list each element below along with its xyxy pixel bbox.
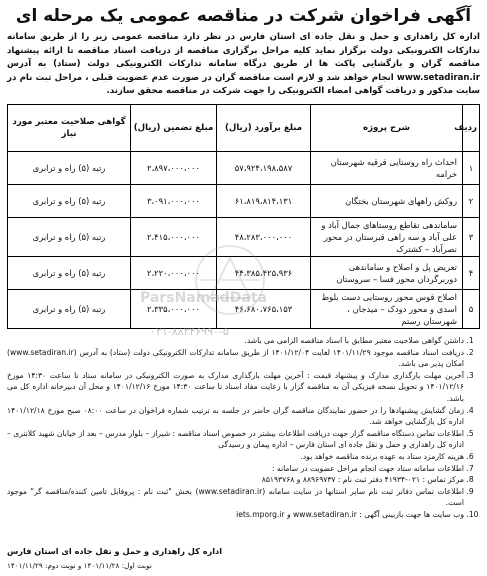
cell-row-number: ۵ (463, 289, 480, 328)
header-estimate: مبلغ برآورد (ریال) (217, 104, 311, 151)
cell-estimate: ۴۸،۲۸۳،۰۰۰،۰۰۰ (217, 217, 311, 256)
cell-row-number: ۳ (463, 217, 480, 256)
cell-row-number: ۲ (463, 184, 480, 217)
cell-project-desc: تعریض پل و اصلاح و ساماندهی دوربرگردان محور فسا – سروستان (311, 256, 463, 289)
cell-project-desc: ساماندهی تقاطع روستاهای جمال آباد و علی آباد و سه راهی قبرستان در محور نصرآباد – کشترک (311, 217, 463, 256)
cell-grade: رتبه (۵) راه و ترابری (8, 184, 131, 217)
cell-deposit: ۲،۳۳۵،۰۰۰،۰۰۰ (131, 289, 217, 328)
table-row (8, 184, 480, 217)
note-item: 4. زمان گشایش پیشنهادها را در حضور نمایندگان مناقصه گران حاضر در جلسه به ترتیب شماره فراخوان در ساعت ۰۸:۰۰ صبح مورخ ۱۴۰۱/۱۲/۱۸ اداره کل بازگشایی خواهد شد. (7, 405, 464, 428)
cell-row-number: ۱ (463, 151, 480, 184)
header-project-desc: شرح پروژه (311, 104, 463, 151)
note-item: 6. هزینه کارمزد ستاد به عهده برنده مناقصه خواهد بود. (7, 451, 464, 463)
issuer-signature: اداره کل راهداری و حمل و نقل جاده ای استان فارس (7, 546, 223, 556)
cell-grade: رتبه (۵) راه و ترابری (8, 151, 131, 184)
table-row (8, 151, 480, 184)
cell-deposit: ۲،۴۱۵،۰۰۰،۰۰۰ (131, 217, 217, 256)
header-row-number: ردیف (463, 104, 480, 151)
publication-dates: نوبت اول: ۱۴۰۱/۱۱/۲۸ و نوبت دوم: ۱۴۰۱/۱۱/۲۹ (7, 561, 152, 570)
notice-notes (7, 335, 480, 521)
cell-project-desc: اصلاح قوس محور روستایی دست بلوط اسدی و محور دودک – میدجان ، شهرستان رستم (311, 289, 463, 328)
cell-deposit: ۳،۰۹۱،۰۰۰،۰۰۰ (131, 184, 217, 217)
table-row (8, 217, 480, 256)
table-header-row (8, 104, 480, 151)
notice-title: آگهی فراخوان شرکت در مناقصه عمومی یک مرحله ای (15, 6, 472, 26)
note-item: 2. دریافت اسناد مناقصه موجود ۱۴۰۱/۱۱/۲۹ لغایت ۱۴۰۱/۱۲/۰۴ از طریق سامانه تدارکات الکترونیکی دولت (ستاد) به آدرس (www.setadiran.ir) امکان پذیر می باشد. (7, 347, 464, 370)
cell-estimate: ۴۴،۳۸۵،۴۲۵،۹۳۶ (217, 256, 311, 289)
watermark-phone: ۰۲۱-۸۸۳۴۶۹۹۰-۵ (150, 325, 229, 338)
cell-grade: رتبه (۵) راه و ترابری (8, 217, 131, 256)
header-deposit: مبلغ تضمین (ریال) (131, 104, 217, 151)
note-item: 7. اطلاعات سامانه ستاد جهت انجام مراحل عضویت در سامانه : (7, 463, 464, 475)
cell-grade: رتبه (۵) راه و ترابری (8, 289, 131, 328)
cell-project-desc: احداث راه روستایی قرقیه شهرستان خرامه (311, 151, 463, 184)
cell-grade: رتبه (۵) راه و ترابری (8, 256, 131, 289)
cell-deposit: ۲،۲۲۰،۰۰۰،۰۰۰ (131, 256, 217, 289)
note-item: 10. وب سایت ها جهت بازبینی آگهی : www.setadiran.ir و iets.mporg.ir (7, 509, 464, 521)
watermark-text: ParsNamadData (140, 290, 267, 306)
note-item: 5. اطلاعات تماس دستگاه مناقصه گزار جهت دریافت اطلاعات بیشتر در خصوص اسناد مناقصه : شیراز – بلوار مدرس – بعد از خیابان شهید کلانتری – اداره کل راهداری و حمل و نقل جاده ای استان فارس – اداره پیمان و رسیدگی (7, 428, 464, 451)
cell-project-desc: روکش راههای شهرستان بختگان (311, 184, 463, 217)
note-item: 3. آخرین مهلت بارگذاری مدارک و پیشنهاد قیمت : آخرین مهلت بارگذاری مدارک به صورت الکترونیکی در سامانه ستاد تا ساعت ۱۴:۳۰ مورخ ۱۴۰۱/۱۲/۱۶ و تحویل نسخه فیزیکی آن به مناقصه گزار با رعایت مفاد اسناد تا ساعت ۱۴:۳۰ مورخ ۱۴۰۱/۱۲/۱۶ و محل آن دبیرخانه اداره کل می باشد. (7, 370, 464, 405)
note-item: 1. داشتن گواهی صلاحیت معتبر مطابق با اسناد مناقصه الزامی می باشد. (7, 335, 464, 347)
header-grade: گواهی صلاحیت معتبر مورد نیاز (8, 104, 131, 151)
notice-intro: اداره کل راهداری و حمل و نقل جاده ای استان فارس در نظر دارد مناقصه عمومی زیر را از طریق سامانه تدارکات الکترونیکی دولت برگزار نماید کلیه مراحل برگزاری مناقصه از دریافت اسناد مناقصه تا ارائه پیشنهاد مناقصه گران و بازگشایی پاکت ها از طریق درگاه سامانه تدارکات الکترونیکی دولت (ستاد) به آدرس www.setadiran.ir انجام خواهد شد و لازم است مناقصه گران در صورت عدم عضویت قبلی ، مراحل ثبت نام در سایت مذکور و دریافت گواهی امضاء الکترونیکی را جهت شرکت در مناقصه محقق سازند. (7, 32, 480, 97)
cell-row-number: ۴ (463, 256, 480, 289)
table-row (8, 256, 480, 289)
cell-estimate: ۵۷،۹۲۴،۱۹۸،۵۸۷ (217, 151, 311, 184)
cell-estimate: ۴۶،۶۸۰،۷۶۵،۱۵۳ (217, 289, 311, 328)
note-item: 8. مرکز تماس : ۰۲۱-۴۱۹۳۴ دفتر ثبت نام : ۸۸۹۶۹۷۳۷ و ۸۵۱۹۳۷۶۸ (7, 474, 464, 486)
cell-deposit: ۲،۸۹۷،۰۰۰،۰۰۰ (131, 151, 217, 184)
cell-estimate: ۶۱،۸۱۹،۸۱۴،۱۳۱ (217, 184, 311, 217)
note-item: 9. اطلاعات تماس دفاتر ثبت نام سایر استانها در سایت سامانه (www.setadiran.ir) بخش "ثبت نام : پروفایل تامین کننده/مناقصه گر" موجود است. (7, 486, 464, 509)
